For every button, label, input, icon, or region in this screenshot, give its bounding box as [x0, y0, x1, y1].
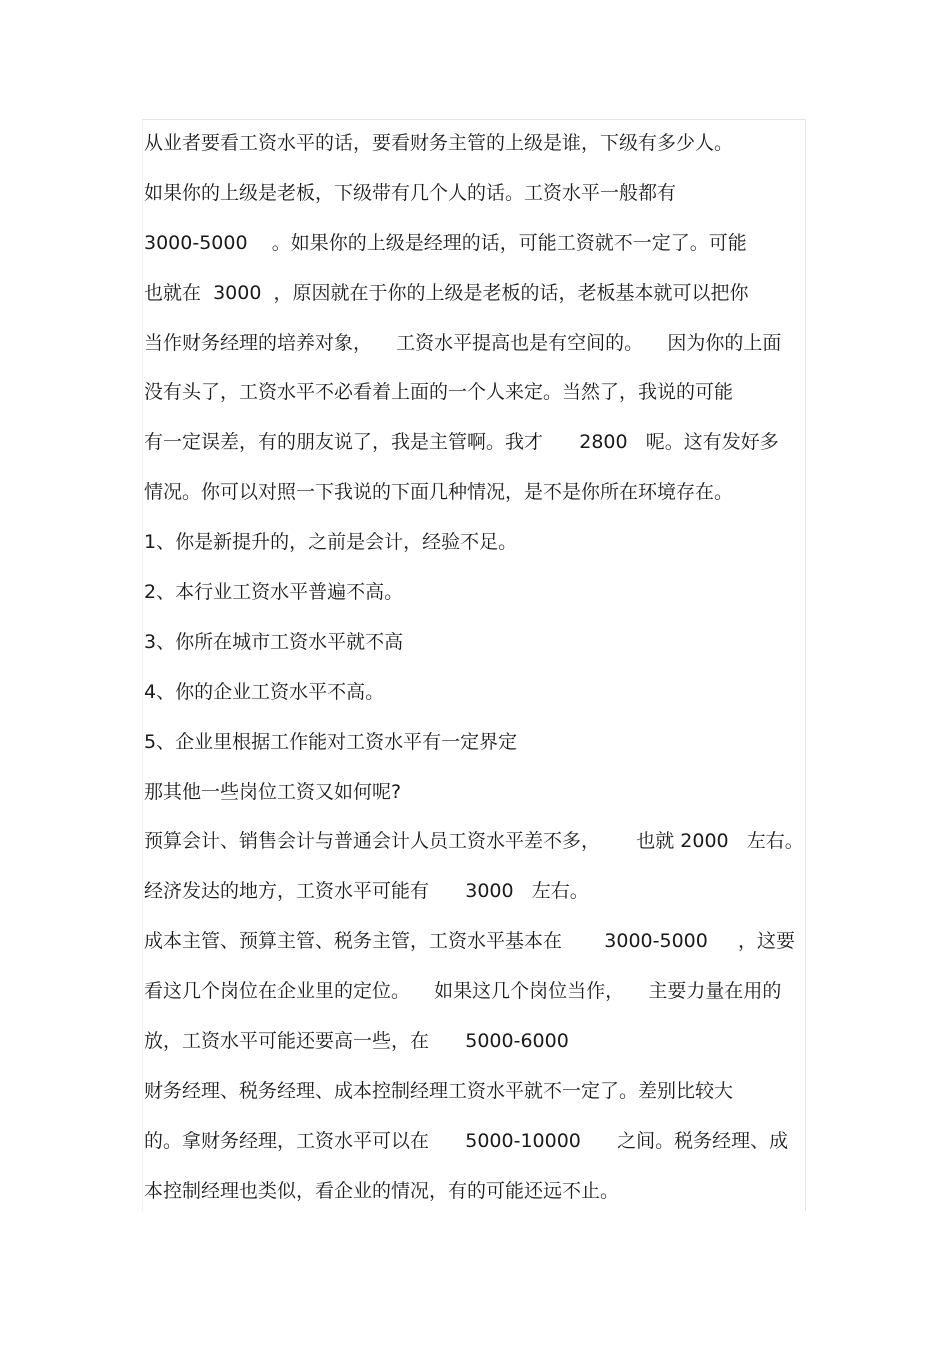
document-body	[144, 126, 824, 1224]
text-line: 财务经理、税务经理、成本控制经理工资水平就不一定了。差别比较大	[144, 1079, 734, 1102]
text-line: 3000-5000 。如果你的上级是经理的话，可能工资就不一定了。可能	[144, 231, 747, 254]
list-item: 5、企业里根据工作能对工资水平有一定界定	[144, 730, 518, 753]
text-line: 没有头了，工资水平不必看着上面的一个人来定。当然了，我说的可能	[144, 381, 734, 404]
list-item: 2、本行业工资水平普遍不高。	[144, 581, 404, 604]
text-line: 有一定误差，有的朋友说了，我是主管啊。我才 2800 呢。这有发好多	[144, 431, 779, 454]
text-line: 经济发达的地方，工资水平可能有 3000 左右。	[144, 880, 589, 903]
list-item: 1、你是新提升的，之前是会计，经验不足。	[144, 531, 518, 554]
text-line: 情况。你可以对照一下我说的下面几种情况，是不是你所在环境存在。	[144, 481, 734, 504]
text-line: 成本主管、预算主管、税务主管，工资水平基本在 3000-5000 ，这要	[144, 930, 796, 953]
list-item: 4、你的企业工资水平不高。	[144, 680, 385, 703]
text-line: 放，工资水平可能还要高一些，在 5000-6000	[144, 1030, 569, 1053]
text-line: 的。拿财务经理，工资水平可以在 5000-10000 之间。税务经理、成	[144, 1129, 789, 1152]
text-line: 也就在 3000 ，原因就在于你的上级是老板的话，老板基本就可以把你	[144, 281, 749, 304]
text-line: 预算会计、销售会计与普通会计人员工资水平差不多， 也就 2000 左右。	[144, 830, 804, 853]
text-line: 当作财务经理的培养对象， 工资水平提高也是有空间的。 因为你的上面	[144, 331, 782, 354]
text-line: 本控制经理也类似，看企业的情况，有的可能还远不止。	[144, 1179, 620, 1202]
text-line: 那其他一些岗位工资又如何呢?	[144, 780, 402, 803]
text-line: 如果你的上级是老板，下级带有几个人的话。工资水平一般都有	[144, 181, 677, 204]
text-line: 从业者要看工资水平的话，要看财务主管的上级是谁，下级有多少人。	[144, 132, 734, 154]
text-line: 看这几个岗位在企业里的定位。 如果这几个岗位当作， 主要力量在用的	[144, 980, 782, 1003]
list-item: 3、你所在城市工资水平就不高	[144, 630, 404, 653]
